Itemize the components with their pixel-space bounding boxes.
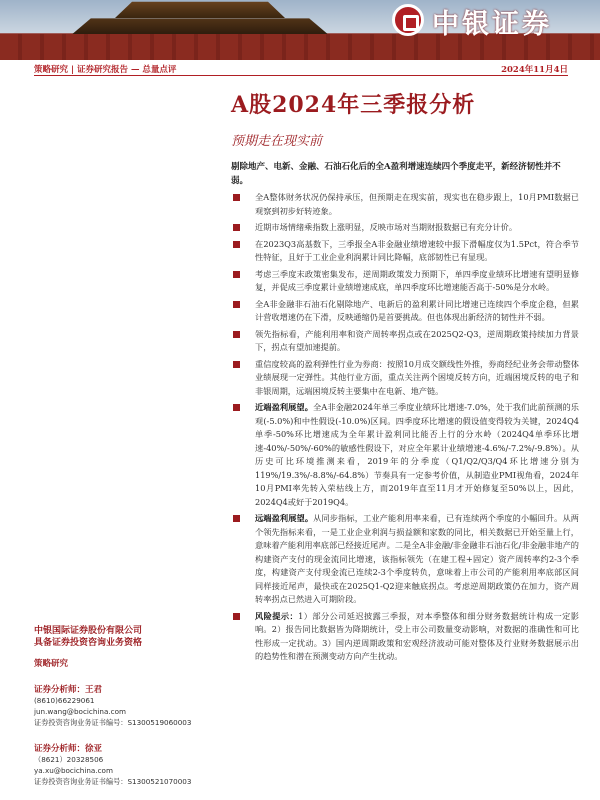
analyst-phone: (8610)66229061 [34, 696, 95, 705]
bullet-square-icon [233, 301, 240, 308]
brand-name: 中银证券 [432, 9, 552, 40]
palace-roof-upper [115, 0, 285, 18]
bullet-text: 考虑三季度末政策密集发布，逆周期政策发力预期下，单四季度业绩环比增速有望明显修复，并促成三季度累计业绩增速成底，单四季度环比增速能否高于-50%是分水岭。 [255, 268, 579, 292]
analyst-email[interactable]: ya.xu@bocichina.com [34, 766, 113, 775]
bullet-text: 全A非金融2024年单三季度业绩环比增速-7.0%，处于我们此前预测的乐观(-5.0%)和中性假设(-10.0%)区间。四季度环比增速的假设值变得较为关键，2024Q4单季-50%环比增速成为全年累计盈利同比能否上行的分水岭（2024Q4单季环比增速-40%/-50%/-60%的敏感性假设下，对应全年累计业绩增速-4.6%/-7.2%/-9.8%）。从历史可比环境推测来看，2019年的分季度（Q1/Q2/Q3/Q4环比增速分别为119%/19.3%/-8.8%/-64.8%）节奏具有一定参考价值，从制造业PMI视角看，2024年10月PMI率先转入荣枯线上方，而2019年直至11月才开始修复至50%以上，因此，2024Q4或好于2019Q4。 [255, 402, 579, 507]
bullet-square-icon [233, 404, 240, 411]
report-meta-row [34, 62, 568, 76]
analyst-cert: 证券投资咨询业务证书编号：S1300521070003 [34, 777, 192, 786]
analyst-name: 证券分析师：王君 [34, 685, 103, 695]
list-item [231, 221, 579, 235]
list-item [231, 298, 579, 325]
list-item [231, 191, 579, 218]
analyst-name: 证券分析师：徐亚 [34, 744, 103, 754]
header-banner [0, 0, 600, 60]
bullet-bold-lead: 远端盈利展望。 [255, 513, 314, 523]
company-qualification: 具备证券投资咨询业务资格 [34, 638, 143, 648]
boc-logo-icon [392, 4, 424, 36]
section-label: 策略研究 [34, 659, 69, 669]
bullet-square-icon [233, 331, 240, 338]
bullet-text: 全A非金融非石油石化剔除地产、电新后的盈利累计同比增速已连续四个季度企稳，但累计营收增速仍在下滑，反映通缩仍是首要挑战。但也体现出新经济的韧性并不弱。 [255, 298, 579, 322]
report-title: A股2024年三季报分析 [231, 92, 476, 118]
list-item [231, 512, 579, 607]
bullet-square-icon [233, 515, 240, 522]
bullet-bold-lead: 风险提示： [255, 610, 299, 621]
company-name: 中银国际证券股份有限公司 [34, 626, 143, 636]
bullet-square-icon [233, 271, 240, 278]
analyst-phone: （8621）20328506 [34, 755, 104, 764]
bullet-text: 全A整体财务状况仍保持承压，但预期走在现实前，现实也在稳步跟上，10月PMI数据已观察到初步好转迹象。 [255, 192, 579, 216]
list-item [231, 268, 579, 295]
analyst-email[interactable]: jun.wang@bocichina.com [34, 707, 126, 716]
bullet-text: 近期市场情绪乘指数上涨明显，反映市场对当期财报数据已有充分计价。 [255, 222, 518, 232]
lead-summary: 剔除地产、电新、金融、石油石化后的全A盈利增速连续四个季度走平，新经济韧性并不弱。 [231, 162, 561, 186]
list-item [231, 358, 579, 399]
bullet-square-icon [233, 241, 240, 248]
bullet-text: 重信度较高的盈利弹性行业为券商：按照10月成交额线性外推，券商经纪业务会带动整体业绩展现一定弹性。其他行业方面，重点关注两个困境反转方向，近端困境反转的电子和非银周期，远端困境反转主要集中在电新、地产链。 [255, 358, 579, 396]
list-item [231, 328, 579, 355]
bullet-text: 1）部分公司延迟披露三季报，对本季整体和细分财务数据统计构成一定影响。2）报告同比数据皆为降期统计，受上市公司数量变动影响，对数据的准确性和可比性形成一定扰动。3）国内逆周期政策和宏观经济波动可能对整体及行业财务数据展示出的趋势性和潜在预测变动方向产生扰动。 [255, 610, 579, 661]
bullet-text: 领先指标看，产能利用率和资产周转率拐点或在2025Q2-Q3，逆周期政策持续加力背景下，拐点有望加速提前。 [255, 328, 579, 352]
bullet-text: 在2023Q3高基数下，三季报全A非金融业绩增速较中报下滑幅度仅为1.5Pct，符合季节性特征，且好于工业企业利润累计同比降幅，底部韧性已有显现。 [255, 238, 579, 262]
list-item [231, 401, 579, 509]
report-category: 策略研究 | 证券研究报告 — 总量点评 [34, 64, 177, 75]
key-points-list [231, 191, 579, 667]
list-item [231, 238, 579, 265]
sidebar-info [34, 625, 214, 787]
bullet-square-icon [233, 361, 240, 368]
bullet-square-icon [233, 194, 240, 201]
bullet-square-icon [233, 613, 240, 620]
analyst-cert: 证券投资咨询业务证书编号：S1300519060003 [34, 718, 192, 727]
report-subtitle: 预期走在现实前 [231, 134, 323, 149]
bullet-text: 从同步指标，工业产能利用率来看，已有连续两个季度的小幅回升。从两个领先指标来看，一是工业企业利润与损益额和家数的同比，相关数据已开始至量上行，意味着产能利用率底部已经接近尾声。二是全A非金融/非金融非石油石化/非金融非地产的构建资产支付的现金流同比增速，该指标领先（在建工程+固定）资产周转率约2-3个季度，构建资产支付现金流已连续2-3个季度转负，意味着上市公司的产能利用率底部区间同样接近尾声，最快或在2025Q1-Q2迎来触底拐点。考虑逆周期政策仍在加力，资产周转率拐点已然进入可期阶段。 [255, 513, 579, 604]
bullet-square-icon [233, 224, 240, 231]
list-item [231, 610, 579, 664]
bullet-bold-lead: 近端盈利展望。 [255, 402, 314, 412]
report-date: 2024年11月4日 [501, 64, 568, 75]
